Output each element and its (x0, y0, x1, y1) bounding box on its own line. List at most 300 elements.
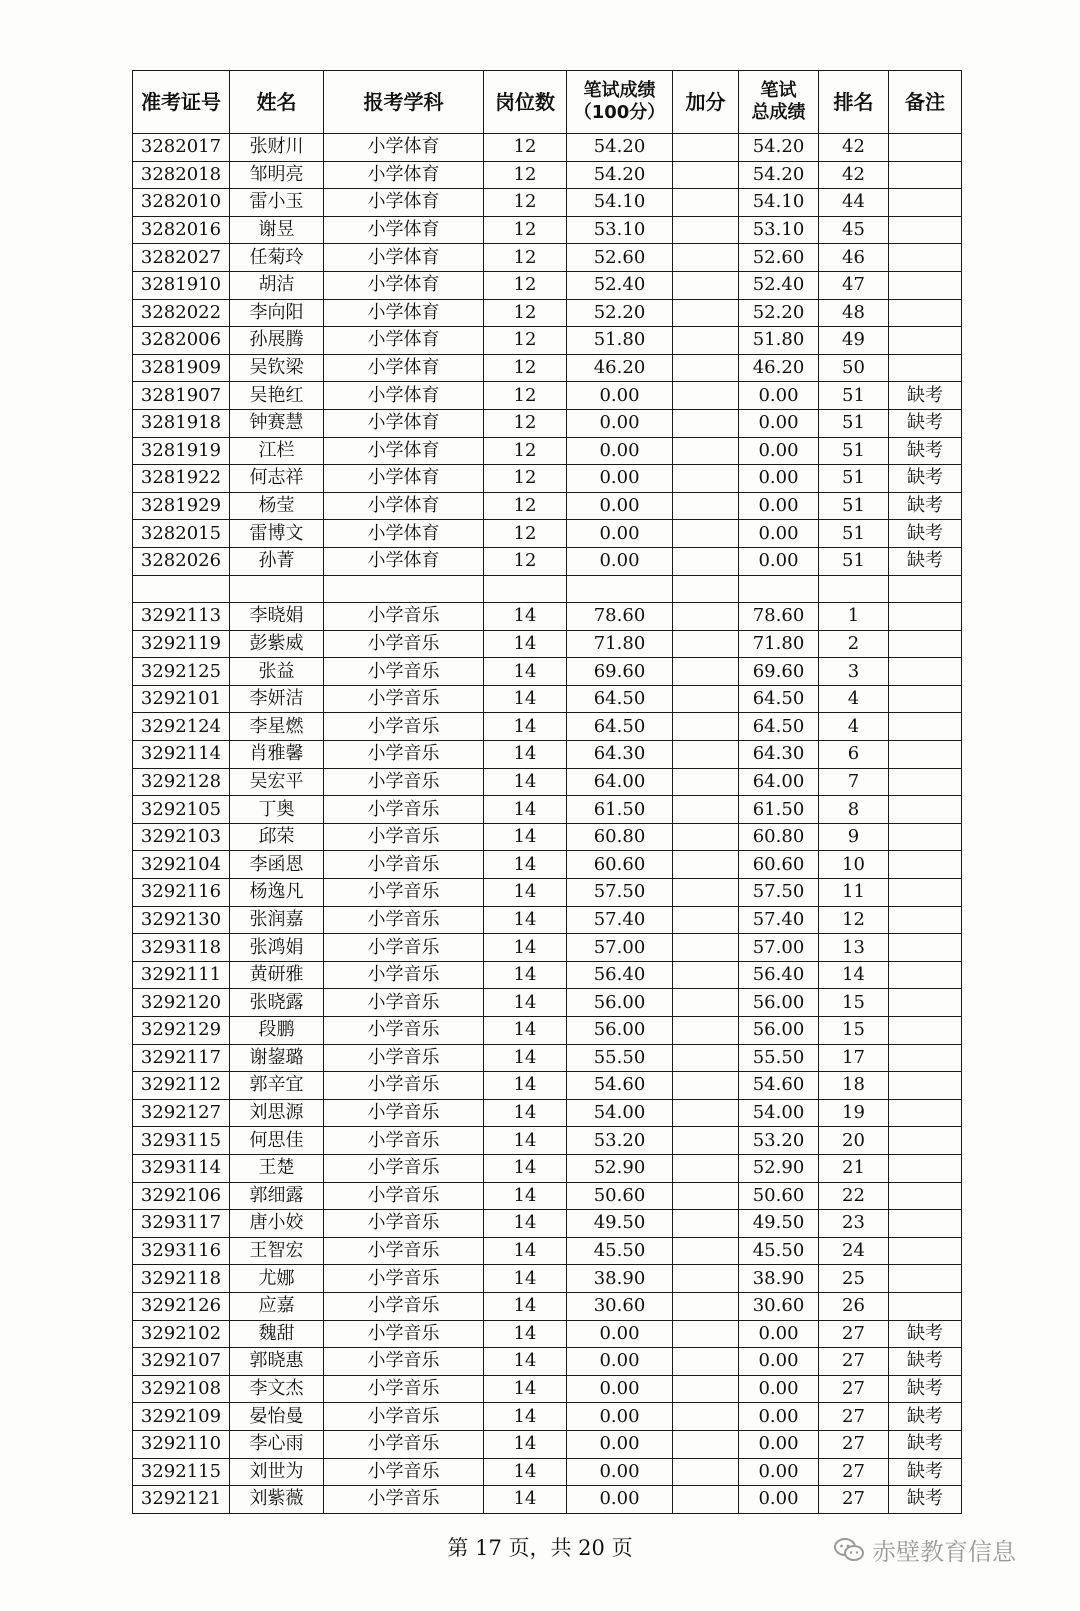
cell-name: 吴宏平 (230, 768, 324, 796)
cell-remark (889, 216, 962, 244)
cell-rank: 50 (819, 354, 889, 382)
cell-rank: 12 (819, 906, 889, 934)
cell-bonus (673, 879, 739, 907)
cell-positions: 12 (484, 492, 567, 520)
cell-total: 0.00 (739, 1348, 819, 1376)
cell-bonus (673, 354, 739, 382)
cell-positions: 12 (484, 465, 567, 493)
cell-subject: 小学音乐 (324, 1099, 484, 1127)
cell-positions: 14 (484, 1017, 567, 1045)
cell-remark (889, 1072, 962, 1100)
cell-written: 50.60 (567, 1182, 673, 1210)
cell-remark: 缺考 (889, 520, 962, 548)
cell-subject: 小学体育 (324, 492, 484, 520)
cell-bonus (673, 437, 739, 465)
cell-written: 38.90 (567, 1265, 673, 1293)
cell-subject: 小学体育 (324, 299, 484, 327)
cell-name: 江栏 (230, 437, 324, 465)
table-row (133, 1182, 962, 1210)
cell-rank: 42 (819, 134, 889, 162)
cell-rank: 8 (819, 796, 889, 824)
cell-subject: 小学音乐 (324, 1127, 484, 1155)
cell-total: 54.00 (739, 1099, 819, 1127)
cell-positions: 12 (484, 134, 567, 162)
cell-name: 杨莹 (230, 492, 324, 520)
cell-subject: 小学体育 (324, 520, 484, 548)
cell-name: 王楚 (230, 1154, 324, 1182)
cell-id: 3282017 (133, 134, 230, 162)
cell-positions: 14 (484, 1348, 567, 1376)
page-footer: 第 17 页，共 20 页 (447, 1536, 633, 1560)
cell-written: 0.00 (567, 520, 673, 548)
cell-positions: 14 (484, 906, 567, 934)
cell-name: 唐小姣 (230, 1210, 324, 1238)
cell-bonus (673, 851, 739, 879)
cell-total: 54.20 (739, 134, 819, 162)
cell-remark (889, 1292, 962, 1320)
cell-subject: 小学音乐 (324, 603, 484, 631)
cell-bonus (673, 299, 739, 327)
cell-total: 0.00 (739, 1486, 819, 1514)
cell-positions: 14 (484, 1072, 567, 1100)
cell-remark (889, 354, 962, 382)
cell-positions: 14 (484, 1458, 567, 1486)
cell-remark (889, 189, 962, 217)
cell-bonus (673, 741, 739, 769)
cell-positions: 12 (484, 327, 567, 355)
cell-name: 彭紫威 (230, 630, 324, 658)
wechat-icon (834, 1537, 864, 1563)
cell-rank: 10 (819, 851, 889, 879)
cell-rank: 21 (819, 1154, 889, 1182)
table-row (133, 603, 962, 631)
cell-name: 杨逸凡 (230, 879, 324, 907)
cell-rank: 23 (819, 1210, 889, 1238)
cell-remark: 缺考 (889, 1403, 962, 1431)
cell-written: 0.00 (567, 492, 673, 520)
cell-id: 3282016 (133, 216, 230, 244)
cell-bonus (673, 327, 739, 355)
cell-name: 晏怡曼 (230, 1403, 324, 1431)
cell-id: 3292118 (133, 1265, 230, 1293)
cell-name: 吴艳红 (230, 382, 324, 410)
cell-rank: 45 (819, 216, 889, 244)
cell-remark: 缺考 (889, 492, 962, 520)
cell-total: 0.00 (739, 1430, 819, 1458)
cell-bonus (673, 823, 739, 851)
cell-id: 3282018 (133, 161, 230, 189)
cell-name: 孙菁 (230, 547, 324, 575)
cell-bonus (673, 1292, 739, 1320)
cell-rank: 26 (819, 1292, 889, 1320)
empty-cell (739, 575, 819, 603)
cell-name: 刘世为 (230, 1458, 324, 1486)
cell-total: 46.20 (739, 354, 819, 382)
cell-written: 61.50 (567, 796, 673, 824)
cell-written: 46.20 (567, 354, 673, 382)
cell-positions: 14 (484, 1099, 567, 1127)
cell-positions: 14 (484, 685, 567, 713)
table-row (133, 1320, 962, 1348)
cell-rank: 27 (819, 1486, 889, 1514)
cell-total: 30.60 (739, 1292, 819, 1320)
cell-written: 64.50 (567, 685, 673, 713)
cell-remark (889, 1017, 962, 1045)
cell-subject: 小学音乐 (324, 1320, 484, 1348)
table-row (133, 1375, 962, 1403)
cell-id: 3281907 (133, 382, 230, 410)
cell-written: 0.00 (567, 1348, 673, 1376)
cell-total: 50.60 (739, 1182, 819, 1210)
cell-written: 57.40 (567, 906, 673, 934)
table-row (133, 1458, 962, 1486)
table-row (133, 1017, 962, 1045)
cell-id: 3292127 (133, 1099, 230, 1127)
empty-cell (567, 575, 673, 603)
cell-remark (889, 1182, 962, 1210)
cell-written: 54.60 (567, 1072, 673, 1100)
cell-positions: 14 (484, 1210, 567, 1238)
table-body (133, 134, 962, 1514)
cell-positions: 14 (484, 879, 567, 907)
table-row (133, 713, 962, 741)
cell-id: 3292121 (133, 1486, 230, 1514)
cell-remark (889, 299, 962, 327)
cell-written: 0.00 (567, 409, 673, 437)
cell-name: 何志祥 (230, 465, 324, 493)
cell-id: 3282010 (133, 189, 230, 217)
cell-total: 51.80 (739, 327, 819, 355)
cell-subject: 小学音乐 (324, 1292, 484, 1320)
cell-remark (889, 1154, 962, 1182)
cell-remark (889, 244, 962, 272)
cell-rank: 9 (819, 823, 889, 851)
cell-subject: 小学体育 (324, 354, 484, 382)
cell-total: 56.00 (739, 989, 819, 1017)
cell-remark (889, 327, 962, 355)
cell-name: 邹明亮 (230, 161, 324, 189)
cell-name: 谢鋆璐 (230, 1044, 324, 1072)
cell-name: 李妍洁 (230, 685, 324, 713)
cell-positions: 12 (484, 161, 567, 189)
score-table (132, 70, 962, 1514)
cell-rank: 7 (819, 768, 889, 796)
cell-rank: 15 (819, 989, 889, 1017)
cell-bonus (673, 520, 739, 548)
cell-positions: 12 (484, 216, 567, 244)
table-row (133, 299, 962, 327)
cell-name: 张鸿娟 (230, 934, 324, 962)
cell-subject: 小学音乐 (324, 1265, 484, 1293)
table-row (133, 271, 962, 299)
cell-bonus (673, 685, 739, 713)
cell-rank: 1 (819, 603, 889, 631)
cell-bonus (673, 189, 739, 217)
cell-bonus (673, 244, 739, 272)
cell-positions: 12 (484, 271, 567, 299)
cell-rank: 46 (819, 244, 889, 272)
cell-id: 3293116 (133, 1237, 230, 1265)
cell-id: 3282026 (133, 547, 230, 575)
cell-rank: 18 (819, 1072, 889, 1100)
cell-total: 52.20 (739, 299, 819, 327)
cell-rank: 27 (819, 1430, 889, 1458)
cell-written: 54.00 (567, 1099, 673, 1127)
cell-total: 0.00 (739, 547, 819, 575)
cell-rank: 2 (819, 630, 889, 658)
header-id: 准考证号 (133, 71, 230, 134)
cell-rank: 51 (819, 547, 889, 575)
cell-subject: 小学音乐 (324, 1154, 484, 1182)
cell-total: 57.40 (739, 906, 819, 934)
cell-name: 邱荣 (230, 823, 324, 851)
cell-bonus (673, 630, 739, 658)
table-row (133, 1348, 962, 1376)
cell-remark (889, 906, 962, 934)
cell-positions: 14 (484, 823, 567, 851)
cell-remark (889, 851, 962, 879)
cell-total: 0.00 (739, 382, 819, 410)
cell-id: 3281910 (133, 271, 230, 299)
cell-bonus (673, 1486, 739, 1514)
cell-rank: 47 (819, 271, 889, 299)
cell-id: 3292102 (133, 1320, 230, 1348)
cell-written: 54.20 (567, 134, 673, 162)
cell-name: 李函恩 (230, 851, 324, 879)
cell-written: 64.50 (567, 713, 673, 741)
cell-positions: 14 (484, 1044, 567, 1072)
cell-written: 45.50 (567, 1237, 673, 1265)
cell-positions: 14 (484, 1486, 567, 1514)
cell-bonus (673, 658, 739, 686)
cell-written: 57.00 (567, 934, 673, 962)
table-row (133, 823, 962, 851)
cell-subject: 小学音乐 (324, 989, 484, 1017)
table-header (133, 71, 962, 134)
cell-bonus (673, 906, 739, 934)
cell-rank: 20 (819, 1127, 889, 1155)
cell-total: 57.50 (739, 879, 819, 907)
header-positions: 岗位数 (484, 71, 567, 134)
cell-written: 30.60 (567, 1292, 673, 1320)
table-row (133, 327, 962, 355)
watermark-text: 赤壁教育信息 (872, 1538, 1016, 1566)
cell-total: 0.00 (739, 1458, 819, 1486)
cell-positions: 14 (484, 1154, 567, 1182)
empty-cell (324, 575, 484, 603)
cell-total: 64.30 (739, 741, 819, 769)
header-total-line1: 笔试 (760, 80, 797, 101)
cell-subject: 小学体育 (324, 382, 484, 410)
header-rank: 排名 (819, 71, 889, 134)
cell-written: 56.00 (567, 1017, 673, 1045)
table-row (133, 989, 962, 1017)
header-row (133, 71, 962, 134)
cell-name: 吴钦梁 (230, 354, 324, 382)
empty-cell (673, 575, 739, 603)
cell-written: 78.60 (567, 603, 673, 631)
cell-subject: 小学音乐 (324, 961, 484, 989)
cell-subject: 小学音乐 (324, 796, 484, 824)
cell-remark (889, 1099, 962, 1127)
cell-name: 刘紫薇 (230, 1486, 324, 1514)
cell-rank: 51 (819, 465, 889, 493)
cell-bonus (673, 1210, 739, 1238)
cell-subject: 小学体育 (324, 327, 484, 355)
cell-written: 0.00 (567, 382, 673, 410)
cell-bonus (673, 382, 739, 410)
cell-positions: 14 (484, 1320, 567, 1348)
cell-total: 69.60 (739, 658, 819, 686)
cell-remark: 缺考 (889, 1375, 962, 1403)
cell-total: 71.80 (739, 630, 819, 658)
table-row (133, 741, 962, 769)
cell-total: 61.50 (739, 796, 819, 824)
cell-subject: 小学体育 (324, 244, 484, 272)
table-row (133, 520, 962, 548)
cell-remark (889, 1127, 962, 1155)
cell-name: 胡洁 (230, 271, 324, 299)
cell-subject: 小学音乐 (324, 851, 484, 879)
table-row (133, 658, 962, 686)
cell-positions: 12 (484, 299, 567, 327)
cell-bonus (673, 768, 739, 796)
cell-subject: 小学音乐 (324, 1210, 484, 1238)
cell-subject: 小学音乐 (324, 768, 484, 796)
cell-id: 3292115 (133, 1458, 230, 1486)
cell-id: 3292114 (133, 741, 230, 769)
cell-remark: 缺考 (889, 409, 962, 437)
cell-positions: 14 (484, 961, 567, 989)
cell-id: 3292103 (133, 823, 230, 851)
cell-positions: 12 (484, 520, 567, 548)
cell-name: 孙展腾 (230, 327, 324, 355)
cell-id: 3292107 (133, 1348, 230, 1376)
cell-subject: 小学音乐 (324, 934, 484, 962)
cell-total: 64.50 (739, 685, 819, 713)
table-row (133, 1237, 962, 1265)
cell-written: 0.00 (567, 1486, 673, 1514)
cell-remark: 缺考 (889, 437, 962, 465)
table-row (133, 465, 962, 493)
cell-id: 3282015 (133, 520, 230, 548)
table-row (133, 1486, 962, 1514)
cell-subject: 小学音乐 (324, 713, 484, 741)
cell-rank: 22 (819, 1182, 889, 1210)
cell-subject: 小学体育 (324, 189, 484, 217)
table-row (133, 161, 962, 189)
table-row (133, 851, 962, 879)
cell-bonus (673, 1403, 739, 1431)
cell-rank: 4 (819, 713, 889, 741)
cell-remark (889, 271, 962, 299)
cell-written: 60.80 (567, 823, 673, 851)
cell-remark (889, 823, 962, 851)
cell-id: 3281929 (133, 492, 230, 520)
cell-positions: 14 (484, 768, 567, 796)
cell-subject: 小学音乐 (324, 1348, 484, 1376)
cell-subject: 小学音乐 (324, 658, 484, 686)
cell-name: 谢昱 (230, 216, 324, 244)
cell-name: 李晓娟 (230, 603, 324, 631)
cell-id: 3292125 (133, 658, 230, 686)
cell-positions: 12 (484, 547, 567, 575)
cell-bonus (673, 989, 739, 1017)
cell-rank: 19 (819, 1099, 889, 1127)
cell-rank: 44 (819, 189, 889, 217)
cell-positions: 14 (484, 658, 567, 686)
cell-id: 3293115 (133, 1127, 230, 1155)
cell-subject: 小学体育 (324, 409, 484, 437)
table-row (133, 134, 962, 162)
cell-remark: 缺考 (889, 547, 962, 575)
header-subject: 报考学科 (324, 71, 484, 134)
header-remark: 备注 (889, 71, 962, 134)
cell-bonus (673, 1154, 739, 1182)
cell-bonus (673, 1458, 739, 1486)
cell-written: 54.10 (567, 189, 673, 217)
table-row (133, 1430, 962, 1458)
cell-rank: 27 (819, 1320, 889, 1348)
cell-rank: 17 (819, 1044, 889, 1072)
table-row (133, 1072, 962, 1100)
header-name: 姓名 (230, 71, 324, 134)
cell-subject: 小学体育 (324, 465, 484, 493)
cell-id: 3282022 (133, 299, 230, 327)
empty-cell (484, 575, 567, 603)
cell-name: 郭辛宜 (230, 1072, 324, 1100)
cell-bonus (673, 547, 739, 575)
header-written-line1: 笔试成绩 (583, 80, 656, 101)
cell-subject: 小学音乐 (324, 741, 484, 769)
cell-positions: 12 (484, 409, 567, 437)
header-written (567, 71, 673, 134)
cell-positions: 14 (484, 796, 567, 824)
cell-subject: 小学音乐 (324, 1375, 484, 1403)
cell-name: 肖雅馨 (230, 741, 324, 769)
cell-positions: 12 (484, 189, 567, 217)
cell-remark (889, 658, 962, 686)
cell-total: 54.60 (739, 1072, 819, 1100)
cell-id: 3292117 (133, 1044, 230, 1072)
cell-total: 57.00 (739, 934, 819, 962)
cell-bonus (673, 1430, 739, 1458)
cell-subject: 小学音乐 (324, 685, 484, 713)
cell-positions: 12 (484, 437, 567, 465)
cell-total: 55.50 (739, 1044, 819, 1072)
cell-subject: 小学体育 (324, 216, 484, 244)
cell-positions: 14 (484, 1430, 567, 1458)
cell-remark (889, 1237, 962, 1265)
table-row (133, 1044, 962, 1072)
cell-remark (889, 1044, 962, 1072)
cell-subject: 小学音乐 (324, 1403, 484, 1431)
cell-bonus (673, 1099, 739, 1127)
cell-id: 3292106 (133, 1182, 230, 1210)
cell-written: 0.00 (567, 1458, 673, 1486)
table-row (133, 216, 962, 244)
table-row (133, 934, 962, 962)
cell-total: 52.40 (739, 271, 819, 299)
cell-id: 3292111 (133, 961, 230, 989)
cell-total: 53.20 (739, 1127, 819, 1155)
cell-total: 38.90 (739, 1265, 819, 1293)
cell-subject: 小学音乐 (324, 1486, 484, 1514)
cell-positions: 14 (484, 934, 567, 962)
cell-name: 钟赛慧 (230, 409, 324, 437)
cell-positions: 12 (484, 382, 567, 410)
cell-positions: 12 (484, 244, 567, 272)
